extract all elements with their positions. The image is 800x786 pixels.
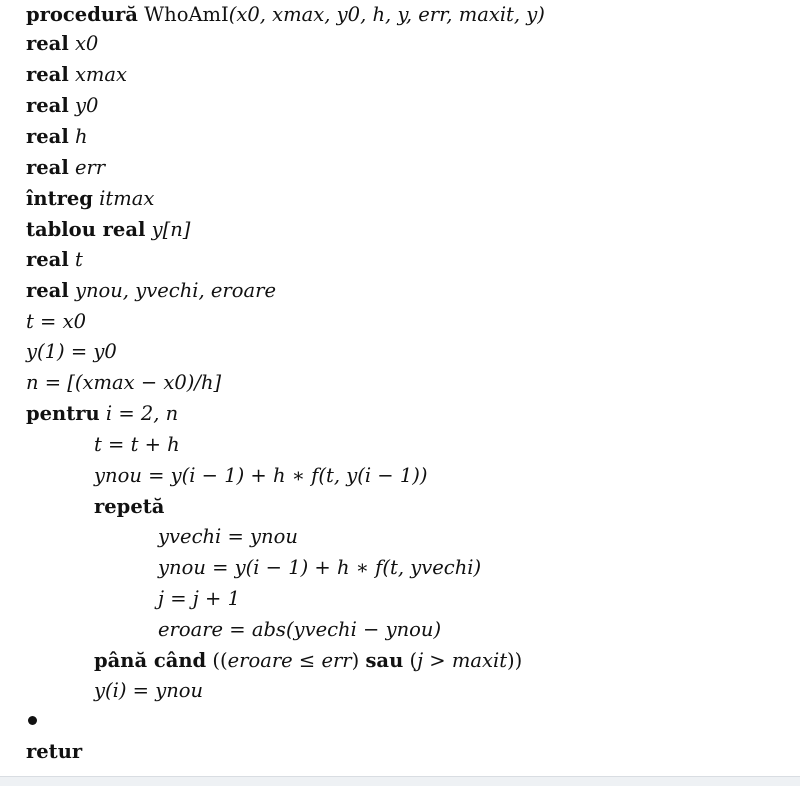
decl-var: ynou, yvechi, eroare (74, 279, 276, 302)
end-bullet-icon (28, 716, 37, 725)
declaration-line (26, 245, 83, 275)
declaration-line (26, 29, 98, 59)
decl-type: real (26, 63, 69, 86)
declaration-line (26, 91, 98, 121)
for-keyword: pentru (26, 402, 100, 425)
decl-var: y0 (74, 94, 99, 117)
procedure-header (26, 0, 545, 30)
decl-type: real (26, 279, 69, 302)
decl-type: tablou real (26, 218, 146, 241)
paren: (( (212, 649, 228, 672)
declaration-line (26, 276, 276, 306)
decl-var: t (74, 248, 83, 271)
loop-statement: t = t + h (94, 433, 180, 456)
repeat-statement: ynou = y(i − 1) + h ∗ f(t, yvechi) (158, 556, 482, 579)
paren: )) (507, 649, 523, 672)
declaration-line (26, 60, 127, 90)
paren: ) (351, 649, 360, 672)
until-cond-iter: j > maxit (417, 649, 508, 672)
procedure-keyword: procedură (26, 3, 138, 26)
decl-type: real (26, 32, 69, 55)
until-cond-error: eroare ≤ err (227, 649, 352, 672)
decl-type: real (26, 248, 69, 271)
declaration-line (26, 215, 190, 245)
or-keyword: sau (365, 649, 404, 672)
decl-var: err (74, 156, 106, 179)
declaration-line (26, 122, 88, 152)
decl-type: real (26, 156, 69, 179)
for-range: i = 2, n (105, 402, 179, 425)
decl-type: real (26, 94, 69, 117)
repeat-keyword: repetă (94, 495, 165, 518)
declaration-line (26, 153, 105, 183)
return-keyword: retur (26, 740, 83, 763)
repeat-statement: yvechi = ynou (158, 525, 298, 548)
loop-statement: ynou = y(i − 1) + h ∗ f(t, y(i − 1)) (94, 464, 428, 487)
decl-var: x0 (74, 32, 99, 55)
decl-var: y[n] (151, 218, 191, 241)
procedure-params: (x0, xmax, y0, h, y, err, maxit, y) (228, 3, 545, 26)
init-statement: n = [(xmax − x0)/h] (26, 371, 222, 394)
loop-statement: y(i) = ynou (94, 679, 204, 702)
declaration-line (26, 184, 154, 214)
decl-type: real (26, 125, 69, 148)
decl-var: itmax (99, 187, 155, 210)
paren: ( (409, 649, 418, 672)
decl-var: h (74, 125, 88, 148)
procedure-name: WhoAmI (144, 3, 229, 26)
decl-type: întreg (26, 187, 93, 210)
repeat-statement: j = j + 1 (158, 587, 240, 610)
init-statement: t = x0 (26, 310, 86, 333)
for-loop-header (26, 399, 178, 429)
decl-var: xmax (74, 63, 128, 86)
init-statement: y(1) = y0 (26, 340, 117, 363)
repeat-statement: eroare = abs(yvechi − ynou) (158, 618, 442, 641)
until-condition (94, 646, 522, 676)
until-keyword: până când (94, 649, 207, 672)
